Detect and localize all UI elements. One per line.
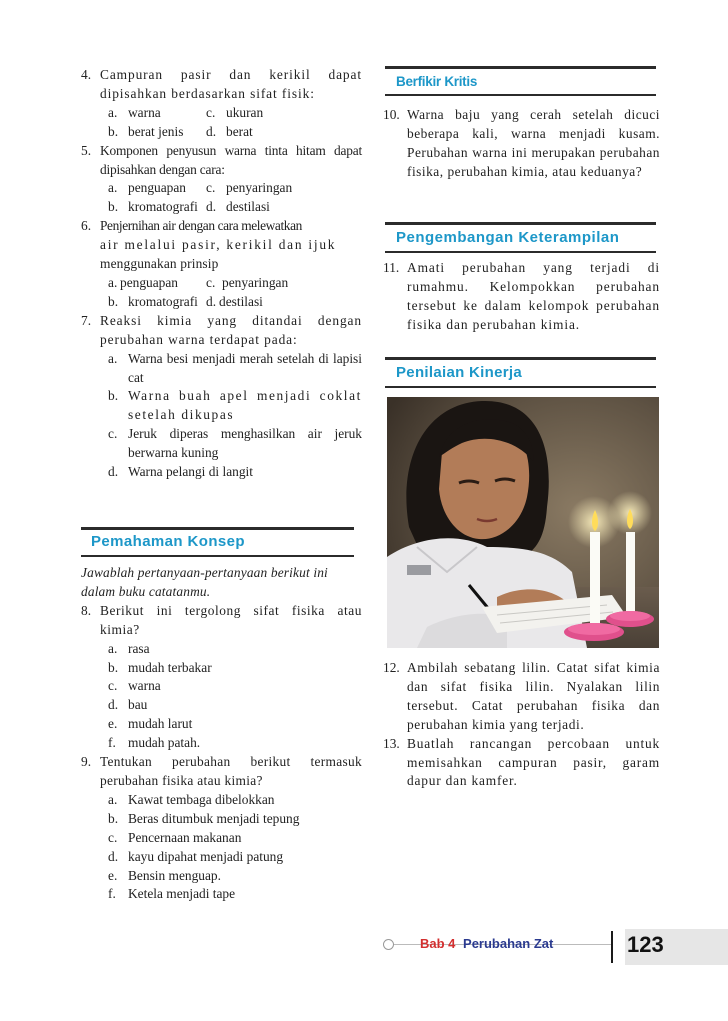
question-8 (81, 602, 362, 640)
question-number: 13. (383, 735, 400, 751)
option-a: a. penguapan (108, 274, 179, 290)
kinerja-section (383, 659, 660, 791)
option-c: c. warna (108, 678, 161, 694)
question-6 (81, 217, 362, 274)
option-b: b. Beras ditumbuk menjadi tepung (108, 810, 300, 826)
question-number: 11. (383, 260, 400, 275)
section-title: Berfikir Kritis (396, 74, 478, 89)
page-number: 123 (627, 932, 664, 957)
options-grid (81, 274, 362, 312)
question-text: Penjernihan air dengan cara melewatkan air melalui pasir, kerikil dan ijuk menggunakan prinsip (100, 218, 337, 272)
question-text: Warna baju yang cerah setelah dicuci beberapa kali, warna menjadi kusam. Perubahan warna ini merupakan perubahan fisika, perubahan kimia, atau keduanya? (407, 107, 660, 179)
question-4 (81, 66, 362, 104)
option-c: c. penyaringan (206, 180, 293, 196)
section-header-keterampilan (385, 222, 656, 253)
page-footer (383, 929, 728, 965)
instruction-text: Jawablah pertanyaan-pertanyaan berikut ini dalam buku catatanmu. (81, 565, 328, 599)
option-b: b. kromatografi (108, 293, 198, 309)
page-number-divider (611, 931, 613, 963)
option-b: b. Warna buah apel menjadi coklat setelah dikupas (108, 388, 362, 423)
question-text: Campuran pasir dan kerikil dapat dipisahkan berdasarkan sifat fisik: (100, 67, 362, 101)
option-f: f. Ketela menjadi tape (108, 886, 236, 902)
question-number: 8. (81, 602, 92, 618)
question-text: Berikut ini tergolong sifat fisika atau kimia? (100, 602, 362, 637)
section-header-pemahaman (81, 527, 354, 557)
question-number: 6. (81, 218, 92, 234)
question-text: Reaksi kimia yang ditandai dengan perubahan warna terdapat pada: (100, 312, 362, 347)
question-text: Amati perubahan yang terjadi di rumahmu. Kelompokkan perubahan tersebut ke dalam kelompok perubahan fisika dan perubahan kimia. (407, 260, 660, 332)
option-b: b. kromatografi (108, 199, 198, 215)
pemahaman-section (81, 564, 362, 904)
option-d: d. Warna pelangi di langit (108, 464, 253, 480)
option-d: d. destilasi (206, 199, 270, 215)
question-number: 7. (81, 312, 92, 328)
option-c: c. Pencernaan makanan (108, 829, 242, 845)
option-e: e. mudah larut (108, 716, 193, 732)
question-11 (383, 259, 660, 335)
page-number-box (611, 929, 728, 965)
option-b: b. mudah terbakar (108, 659, 212, 675)
option-d: d. destilasi (206, 293, 263, 309)
question-9 (81, 753, 362, 791)
option-a: a. warna (108, 104, 161, 120)
question-number: 4. (81, 67, 92, 82)
question-text: Tentukan perubahan berikut termasuk perubahan fisika atau kimia? (100, 754, 362, 788)
question-text: Komponen penyusun warna tinta hitam dapat dipisahkan dengan cara: (100, 142, 362, 177)
options-grid (81, 104, 362, 142)
option-a: a. rasa (108, 640, 150, 656)
option-d: d. bau (108, 697, 148, 713)
option-c: c. ukuran (206, 104, 264, 120)
question-7 (81, 312, 362, 350)
chapter-title: Perubahan Zat (463, 936, 554, 951)
question-13 (383, 735, 660, 792)
photo-illustration (387, 397, 659, 648)
question-number: 5. (81, 142, 92, 158)
section-title: Pengembangan Keterampilan (396, 229, 620, 246)
section-header-berfikir (385, 66, 656, 96)
section-header-kinerja (385, 357, 656, 388)
section-title: Penilaian Kinerja (396, 364, 522, 381)
option-d: d. berat (206, 123, 253, 139)
question-number: 10. (383, 107, 400, 122)
option-f: f. mudah patah. (108, 735, 201, 751)
question-text: Ambilah sebatang lilin. Catat sifat kimia dan sifat fisika lilin. Nyalakan lilin tersebut. Catat perubahan fisika dan perubahan kimia yang terjadi. (407, 660, 660, 732)
question-text: Buatlah rancangan percobaan untuk memisahkan campuran pasir, garam dapur dan kamfer. (407, 735, 660, 789)
berfikir-section (383, 106, 660, 182)
option-a: a. Kawat tembaga dibelokkan (108, 791, 275, 807)
photo-girl-writing-candles (387, 397, 659, 648)
options-grid (81, 179, 362, 217)
section-title: Pemahaman Konsep (91, 533, 245, 550)
footer-dot (383, 939, 394, 950)
option-d: d. kayu dipahat menjadi patung (108, 848, 284, 864)
question-number: 12. (383, 660, 400, 675)
left-column (81, 66, 362, 482)
chapter-number: Bab 4 (420, 936, 456, 951)
option-c: c. penyaringan (206, 274, 289, 290)
option-c: c. Jeruk diperas menghasilkan air jeruk berwarna kuning (108, 426, 362, 461)
chapter-label (420, 936, 553, 951)
option-a: a. penguapan (108, 180, 187, 196)
question-10 (383, 106, 660, 182)
question-12 (383, 659, 660, 735)
option-b: b. berat jenis (108, 123, 184, 139)
option-a: a. Warna besi menjadi merah setelah di lapisi cat (108, 350, 362, 385)
question-number: 9. (81, 754, 92, 770)
question-5 (81, 142, 362, 180)
keterampilan-section (383, 259, 660, 335)
option-e: e. Bensin menguap. (108, 867, 221, 883)
